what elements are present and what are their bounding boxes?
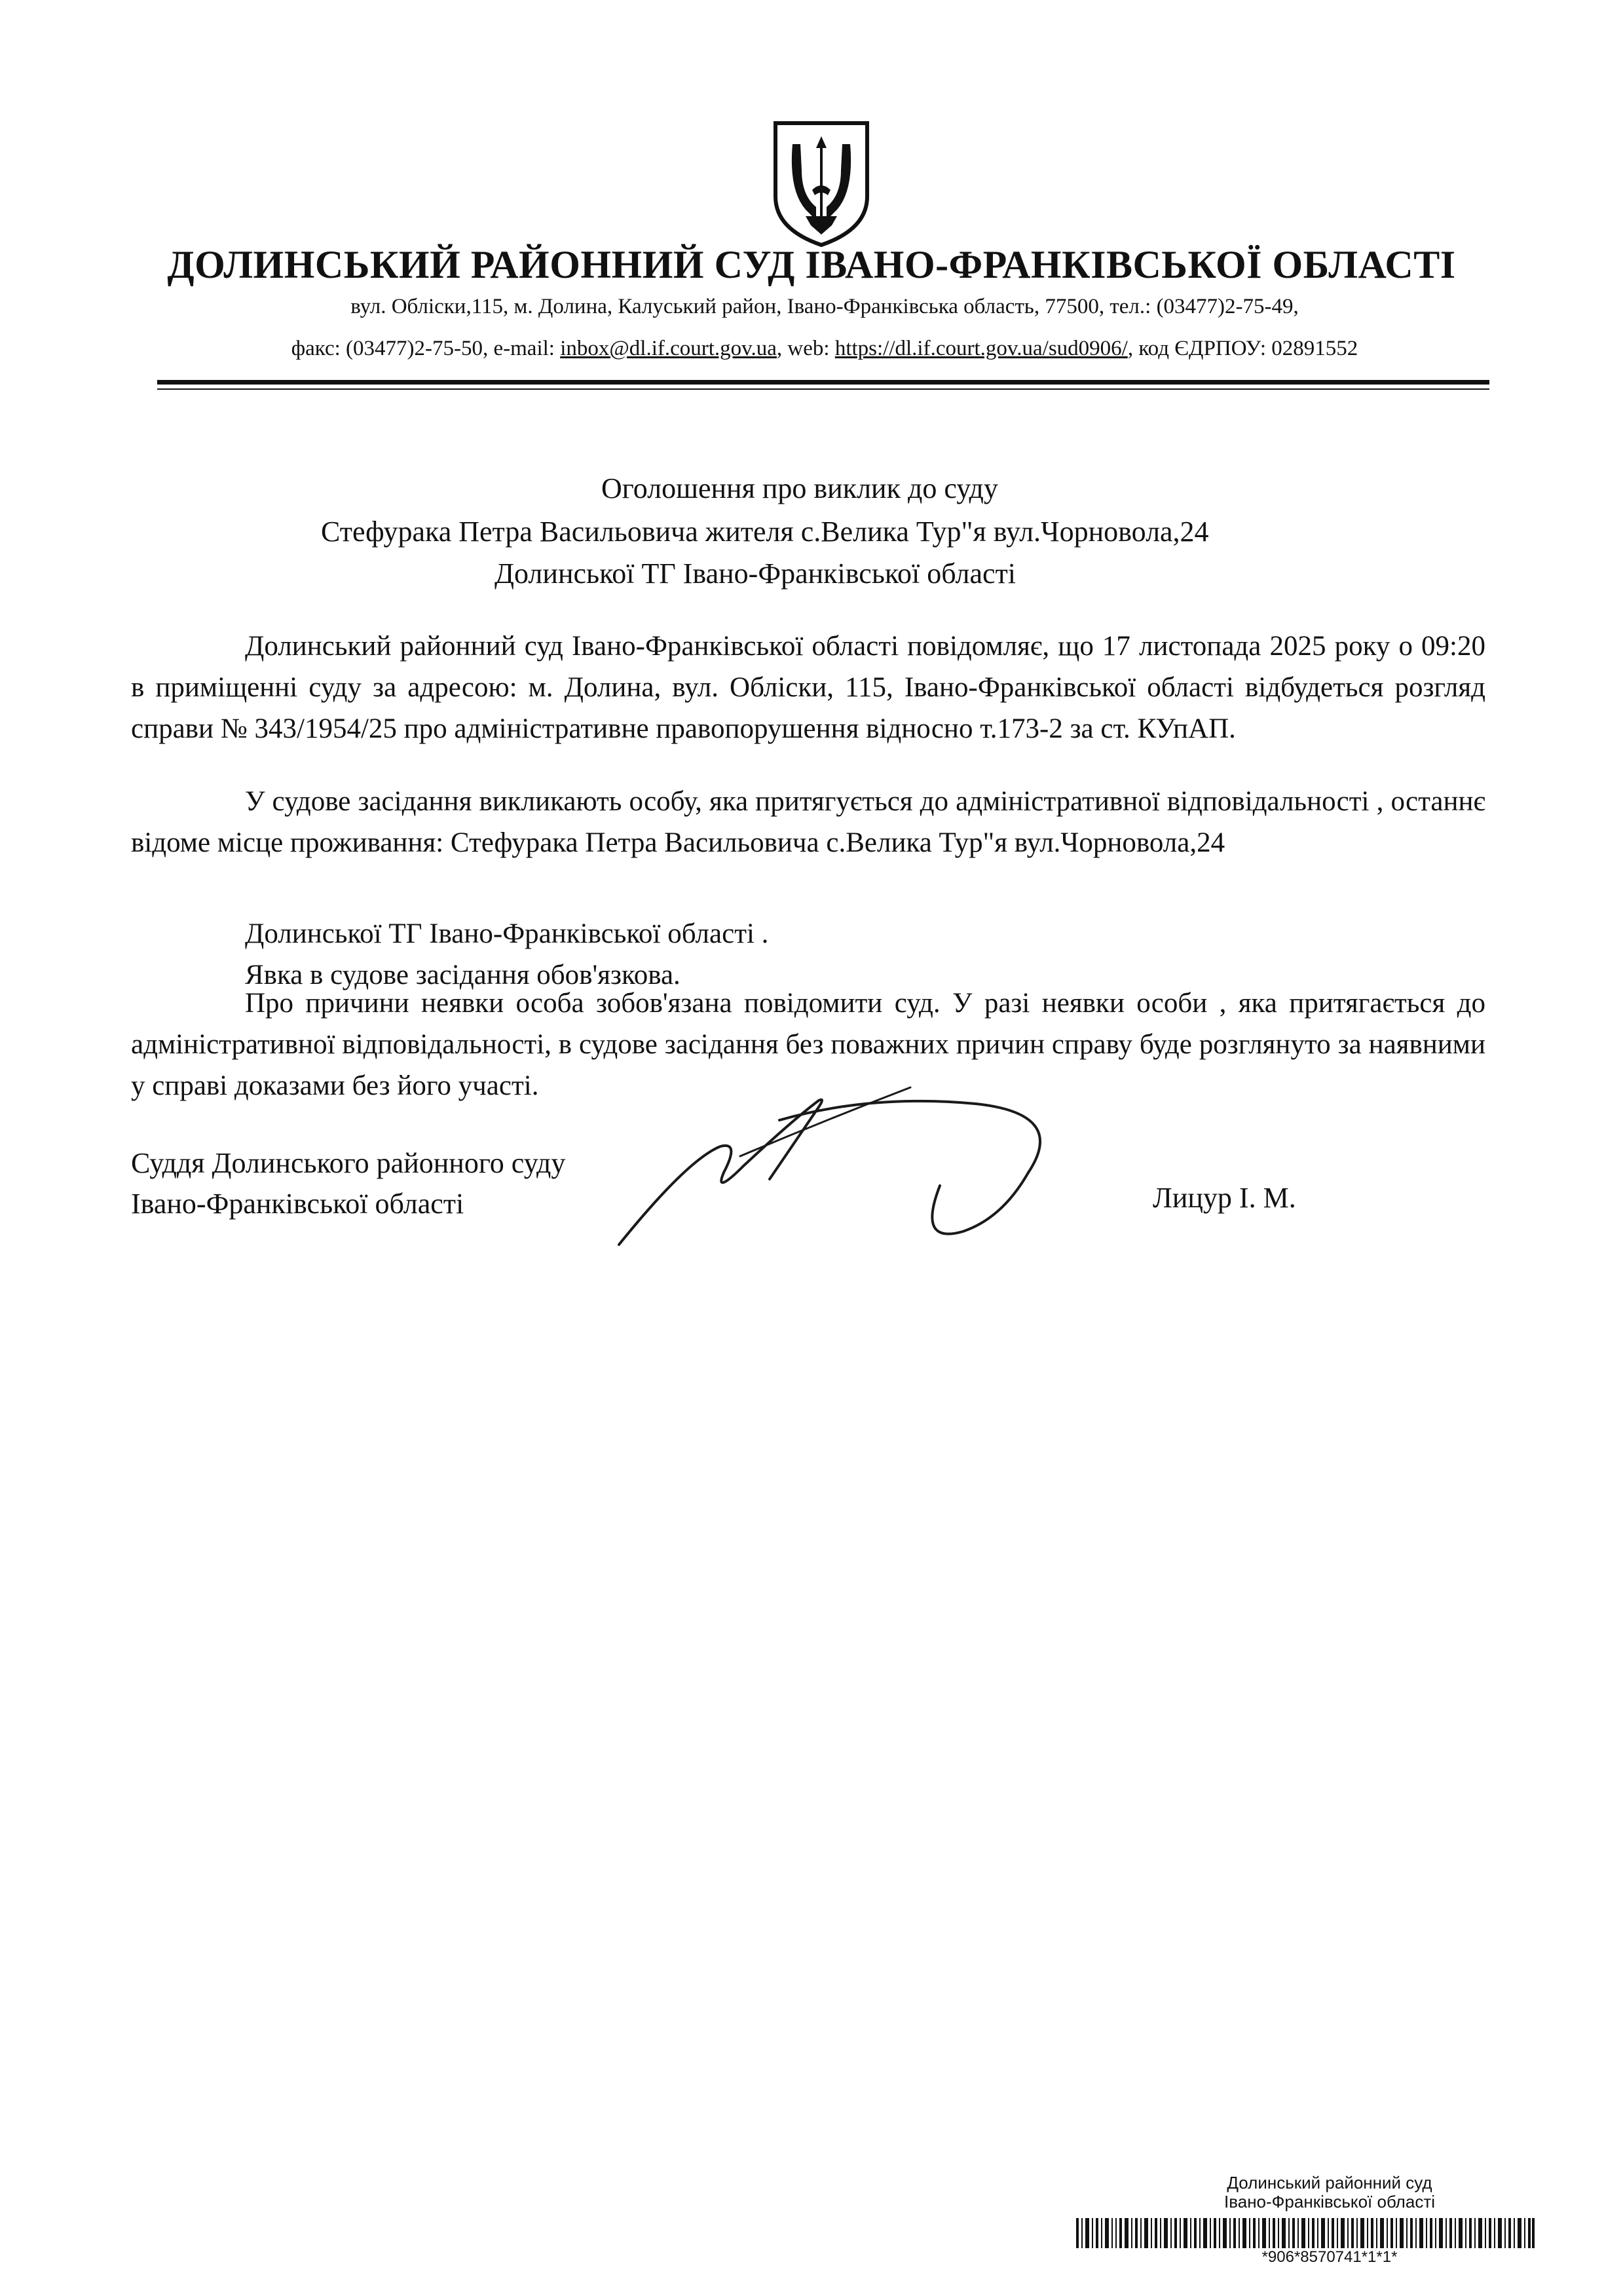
handwritten-signature [609,1081,1120,1251]
judge-title-line: Івано-Франківської області [131,1188,464,1220]
header-divider-thin [157,388,1489,390]
body-paragraph-attendance: Явка в судове засідання обов'язкова. [245,960,681,990]
body-paragraph-summons: У судове засідання викликають особу, яка притягується до адміністративної відповідальності , останнє відоме місце проживання: Стефурака Петра Васильовича с.Велика Тур"я вул.Чорновола,24 [131,786,1485,858]
court-contacts [0,337,1623,361]
barcode-number: *906*8570741*1*1* [1261,2248,1398,2266]
web-label: , web: [776,337,835,360]
notice-subject-region: Долинської ТГ Івано-Франківської області [494,557,1017,590]
header-divider-thick [157,380,1489,385]
court-address: вул. Обліски,115, м. Долина, Калуський район, Івано-Франківська область, 77500, тел.: (03477)2-75-49, [350,295,1299,318]
judge-title-line: Суддя Долинського районного суду [131,1147,566,1179]
judge-name: Лицур І. М. [1153,1182,1296,1214]
coat-of-arms-emblem [769,118,874,249]
notice-title: Оголошення про виклик до суду [601,472,998,504]
notice-subject-line: Стефурака Петра Васильовича жителя с.Велика Тур"я вул.Чорновола,24 [321,516,1209,548]
document-barcode [1076,2218,1535,2248]
body-paragraph-region: Долинської ТГ Івано-Франківської області . [245,918,769,949]
body-paragraph-absence: Про причини неявки особа зобов'язана повідомити суд. У разі неявки особи , яка притягається до адміністративної відповідальності, в судове засідання без поважних причин справу буде розглянуто за наявними у справі доказами без його участі. [131,988,1485,1101]
stamp-line: Івано-Франківської області [1223,2192,1436,2211]
website-link[interactable]: https://dl.if.court.gov.ua/sud0906/ [834,337,1128,360]
stamp-line: Долинський районний суд [1227,2173,1432,2192]
fax-label: факс: (03477)2-75-50, e-mail: [291,337,561,360]
email-link[interactable]: inbox@dl.if.court.gov.ua [560,337,777,360]
judge-title [131,1143,565,1224]
edrpou-code: , код ЄДРПОУ: 02891552 [1127,337,1358,360]
court-name-heading: ДОЛИНСЬКИЙ РАЙОННИЙ СУД ІВАНО-ФРАНКІВСЬКОЇ ОБЛАСТІ [167,243,1456,286]
court-stamp-text [1113,2174,1546,2211]
body-paragraph-hearing: Долинський районний суд Івано-Франківської області повідомляє, що 17 листопада 2025 року о 09:20 в приміщенні суду за адресою: м. Долина, вул. Обліски, 115, Івано-Франківської області відбудеться розгляд справи № 343/1954/25 про адміністративне правопорушення відносно т.173-2 за ст. КУпАП. [131,631,1485,744]
